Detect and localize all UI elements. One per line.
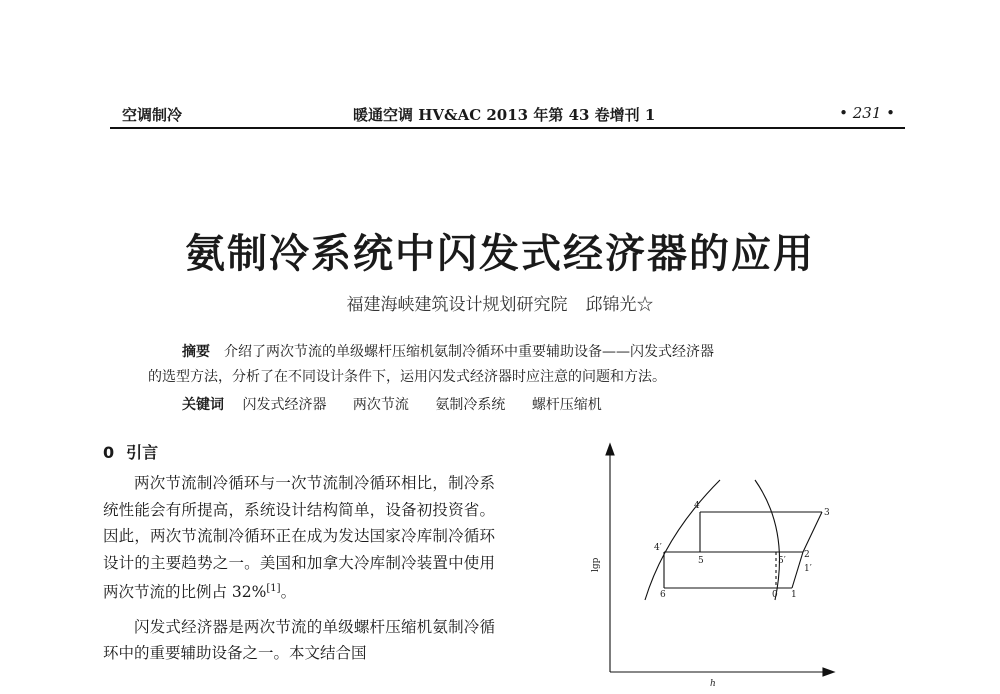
author-name: 邱锦光☆: [585, 295, 654, 315]
keywords-line: [148, 393, 868, 418]
point-label: 1: [791, 590, 797, 600]
point-label: 5′: [778, 556, 786, 566]
section-title: 引言: [126, 443, 159, 462]
abstract-line-1: [148, 340, 868, 365]
abstract-block: [148, 340, 868, 418]
keyword: 闪发式经济器: [242, 397, 327, 413]
compression-line-lower: [792, 552, 803, 588]
point-label: 6: [660, 590, 666, 600]
point-label: 4′: [654, 543, 662, 553]
x-axis-label: h: [710, 679, 716, 689]
point-label: 2: [804, 550, 810, 560]
keyword: 两次节流: [352, 397, 409, 413]
header-page-number: • 231 •: [839, 104, 895, 122]
abstract-text-1: 介绍了两次节流的单级螺杆压缩机氨制冷循环中重要辅助设备——闪发式经济器: [224, 344, 714, 360]
paragraph-1-end: 。: [280, 583, 297, 602]
y-axis-label: lgp: [591, 557, 601, 572]
keywords-label: 关键词: [182, 397, 224, 413]
point-label: 3: [824, 508, 830, 518]
abstract-label: 摘要: [182, 344, 210, 360]
body-paragraph: 闪发式经济器是两次节流的单级螺杆压缩机氨制冷循环中的重要辅助设备之一。本文结合国: [103, 617, 495, 663]
keyword: 氨制冷系统: [435, 397, 506, 413]
point-label: 4: [694, 501, 700, 511]
point-label: 1′: [804, 564, 812, 574]
author-line: [0, 290, 1000, 315]
point-label: 0: [772, 590, 778, 600]
header-journal: 暖通空调 HV&AC 2013 年第 43 卷增刊 1: [353, 106, 656, 124]
section-heading: [103, 440, 158, 463]
x-axis-arrow: [823, 668, 834, 676]
running-header: [110, 104, 905, 128]
saturated-liquid-line: [645, 480, 720, 600]
article-title: 氨制冷系统中闪发式经济器的应用: [185, 231, 815, 277]
body-column: [103, 470, 495, 675]
header-section: 空调制冷: [122, 106, 183, 124]
compression-line-upper: [803, 512, 822, 552]
abstract-line-2: 的选型方法，分析了在不同设计条件下，运用闪发式经济器时应注意的问题和方法。: [148, 369, 666, 385]
y-axis-arrow: [606, 444, 614, 455]
author-affiliation: 福建海峡建筑设计规划研究院: [346, 295, 568, 315]
diagram-svg: [590, 440, 850, 690]
section-number: 0: [103, 443, 115, 462]
body-paragraph: [103, 470, 495, 606]
keyword: 螺杆压缩机: [531, 397, 602, 413]
lgp-h-diagram: [590, 440, 850, 694]
header-rule: [110, 127, 905, 129]
point-label: 5: [698, 556, 704, 566]
paragraph-1-text: 两次节流制冷循环与一次节流制冷循环相比，制冷系统性能会有所提高，系统设计结构简单，设备初投资省。因此，两次节流制冷循环正在成为发达国家冷库制冷循环设计的主要趋势之一。美国和加拿大冷库制冷装置中使用两次节流的比例占 32%: [103, 474, 495, 602]
citation-ref: [1]: [266, 583, 281, 594]
